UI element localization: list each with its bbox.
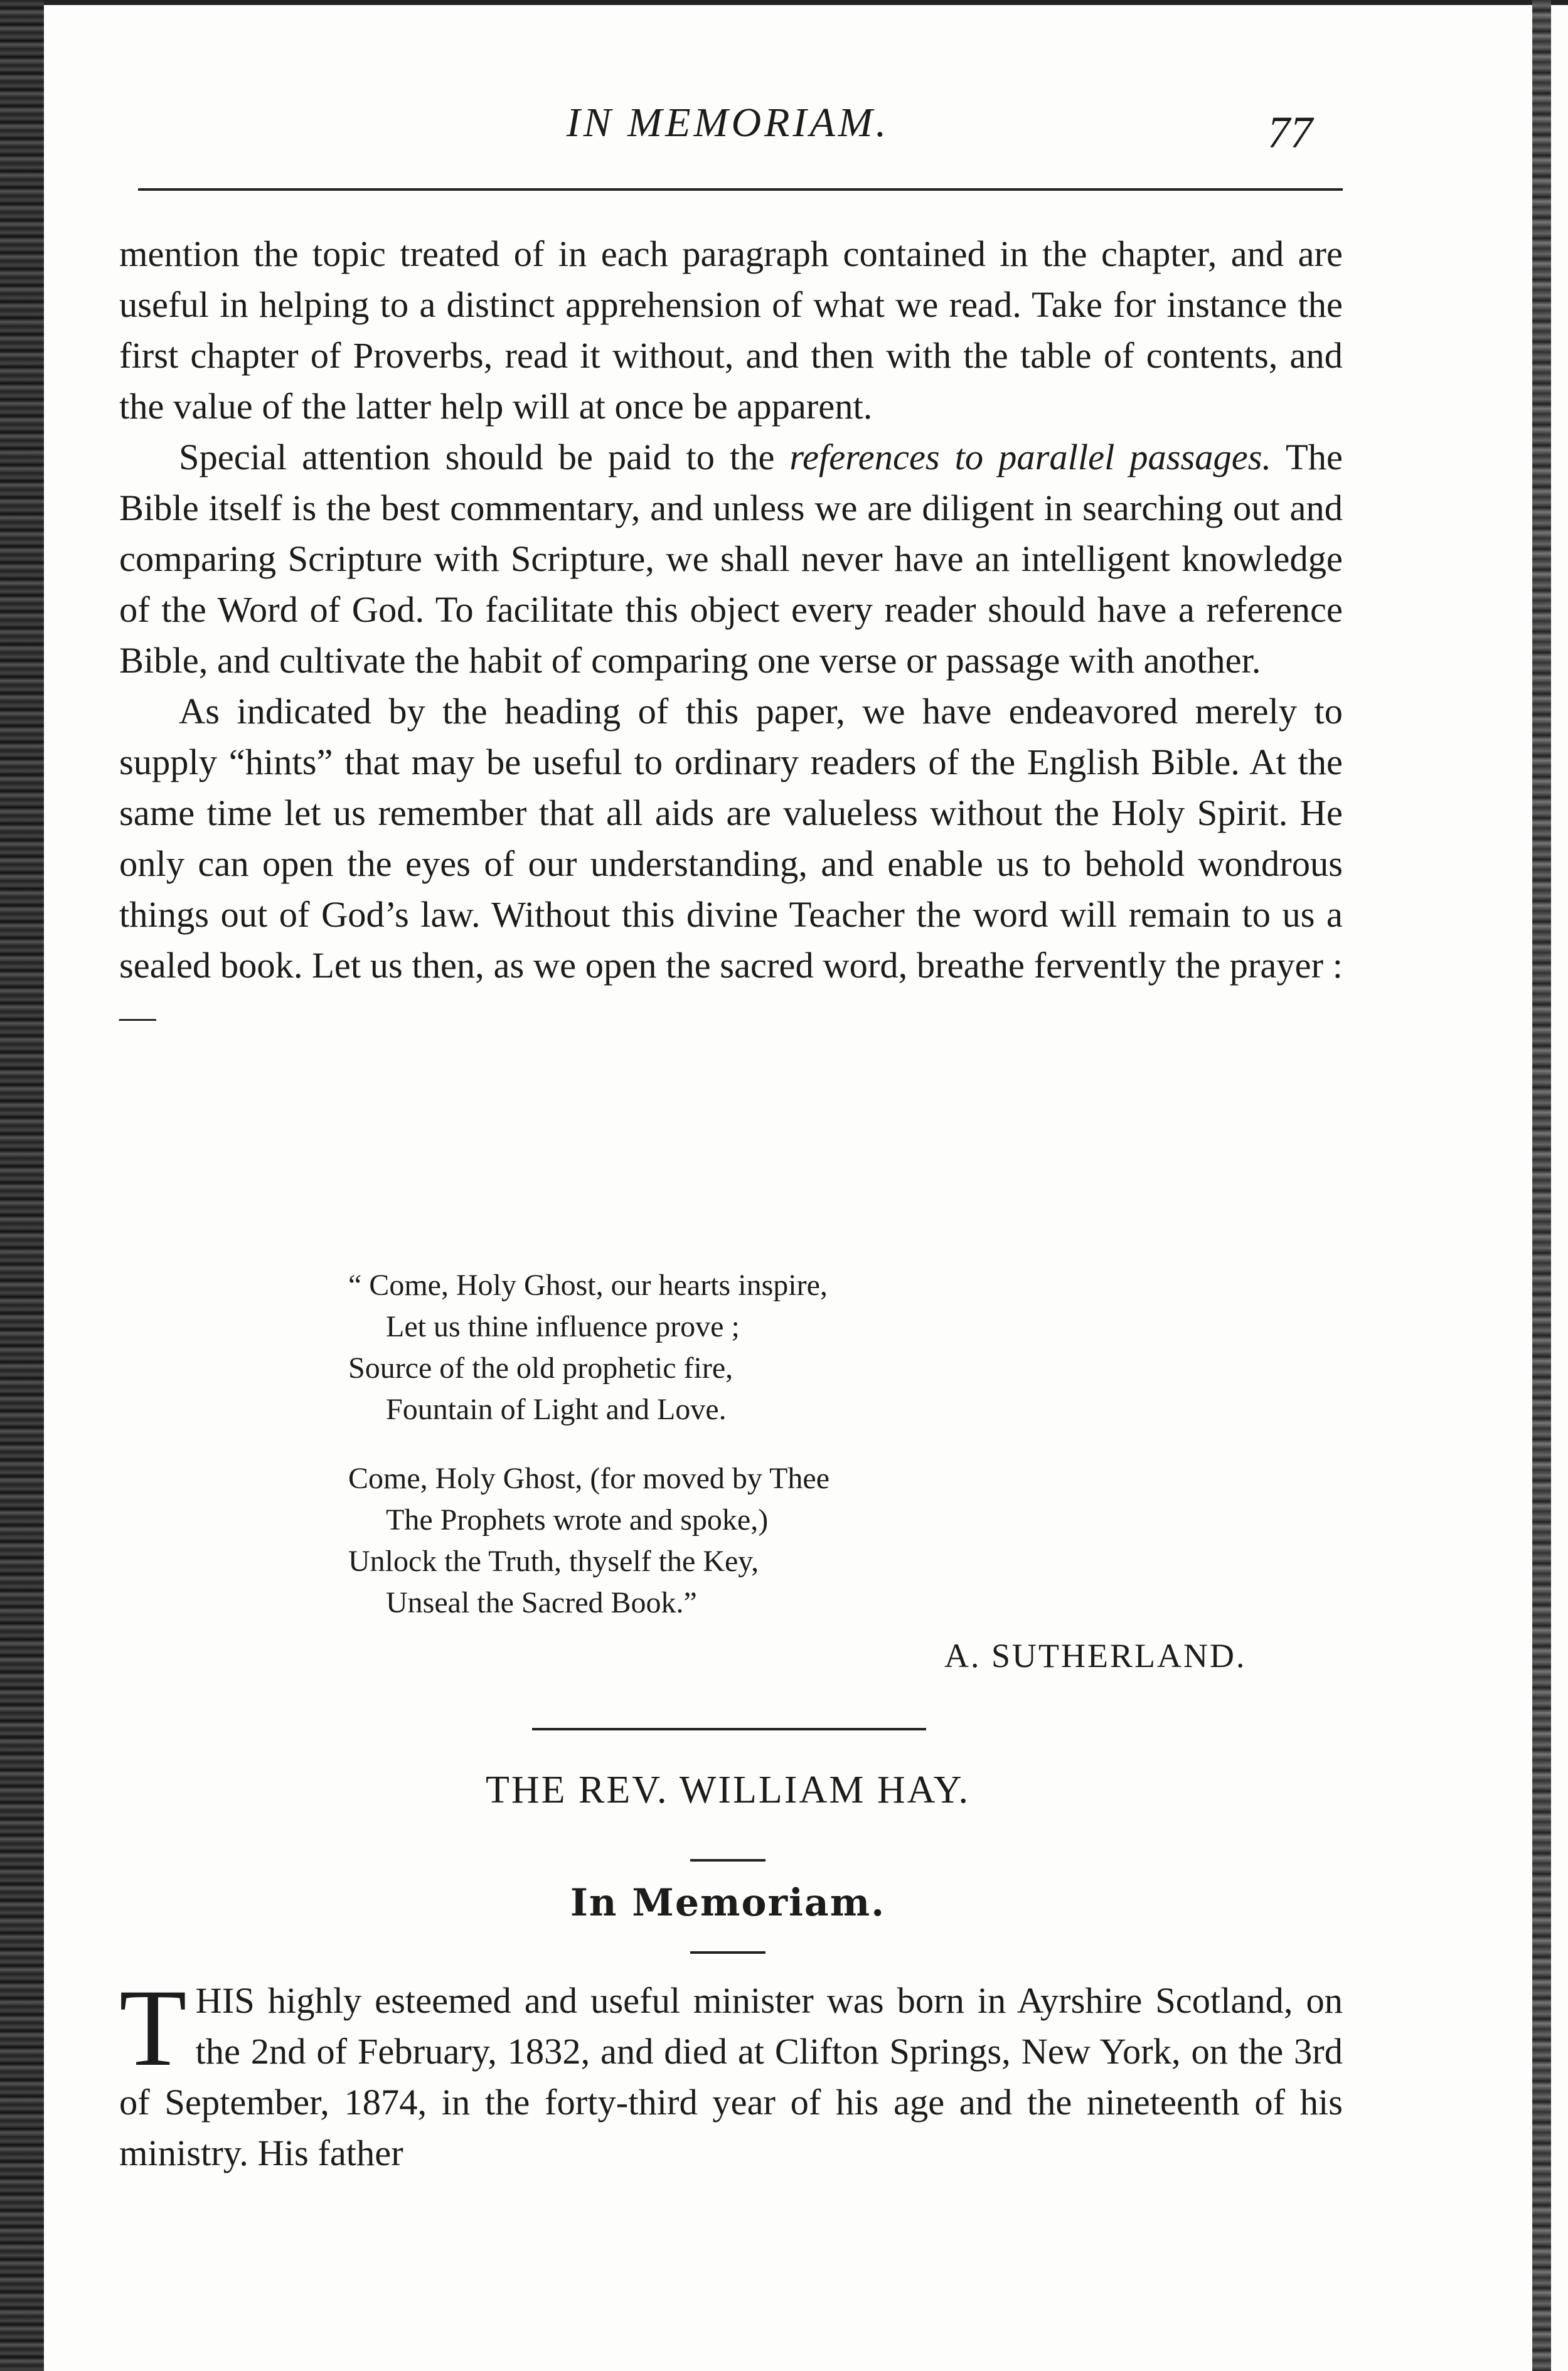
scan-right-edge — [1532, 0, 1551, 2371]
poem-line: The Prophets wrote and spoke,) — [386, 1503, 769, 1537]
poem-line: Fountain of Light and Love. — [386, 1393, 727, 1426]
article-body-text: HIS highly esteemed and useful minister was born in Ayrshire Scotland, on the 2nd of February, 1832, and died at Clifton Springs, New York, on the 3rd of September, 1874, in the forty-third year of his age and the nineteenth of his ministry. His father — [119, 1980, 1343, 2173]
header-rule — [138, 188, 1343, 191]
paragraph-references-start: Special attention should be paid to the — [179, 437, 790, 477]
running-header: IN MEMORIAM. — [566, 100, 890, 146]
article-body — [119, 1967, 1343, 2178]
in-memoriam-heading: In Memoriam. — [570, 1881, 886, 1925]
poem-line: Let us thine influence prove ; — [386, 1310, 740, 1343]
poem-line: Unseal the Sacred Book.” — [386, 1586, 697, 1619]
page-number: 77 — [1267, 107, 1313, 157]
poem-line: Source of the old prophetic fire, — [348, 1351, 733, 1385]
paragraph-references-rest: The Bible itself is the best commentary, and unless we are diligent in searching out and comparing Scripture with Scripture, we shall never have an intelligent knowledge of the Word of God. To facilitate this object every reader should have a reference Bible, and cultivate the habit of comparing one verse or passage with another. — [119, 437, 1343, 681]
drop-cap: T — [119, 1967, 187, 2089]
section-divider — [532, 1728, 926, 1730]
title-short-rule — [690, 1859, 765, 1862]
paragraph-continuation: mention the topic treated of in each paragraph contained in the chapter, and are useful in helping to a distinct apprehension of what we read. Take for instance the first chapter of Proverbs, read it without, and then with the table of contents, and the value of the latter help will at once be apparent. — [119, 233, 1343, 427]
scan-top-edge — [0, 0, 1568, 5]
scan-left-edge — [0, 0, 44, 2371]
hymn-quotation — [348, 1265, 829, 1624]
heading-short-rule — [690, 1951, 765, 1954]
poem-line: “ Come, Holy Ghost, our hearts inspire, — [348, 1269, 828, 1302]
paragraph-hints: As indicated by the heading of this paper, we have endeavored merely to supply “hints” that may be useful to ordinary readers of the English Bible. At the same time let us remember that all aids are valueless without the Holy Spirit. He only can open the eyes of our understanding, and enable us to behold wondrous things out of God’s law. Without this divine Teacher the word will remain to us a sealed book. Let us then, as we open the sacred word, breathe fervently the prayer :— — [119, 691, 1343, 1036]
author-signature: A. SUTHERLAND. — [944, 1637, 1247, 1675]
paragraph-references — [119, 432, 1343, 686]
poem-line: Come, Holy Ghost, (for moved by Thee — [348, 1462, 829, 1495]
article-title: THE REV. WILLIAM HAY. — [485, 1769, 970, 1811]
main-text — [119, 228, 1343, 1042]
poem-line: Unlock the Truth, thyself the Key, — [348, 1545, 759, 1578]
stanza-gap — [348, 1431, 829, 1458]
references-italic: references to parallel passages. — [789, 437, 1272, 477]
